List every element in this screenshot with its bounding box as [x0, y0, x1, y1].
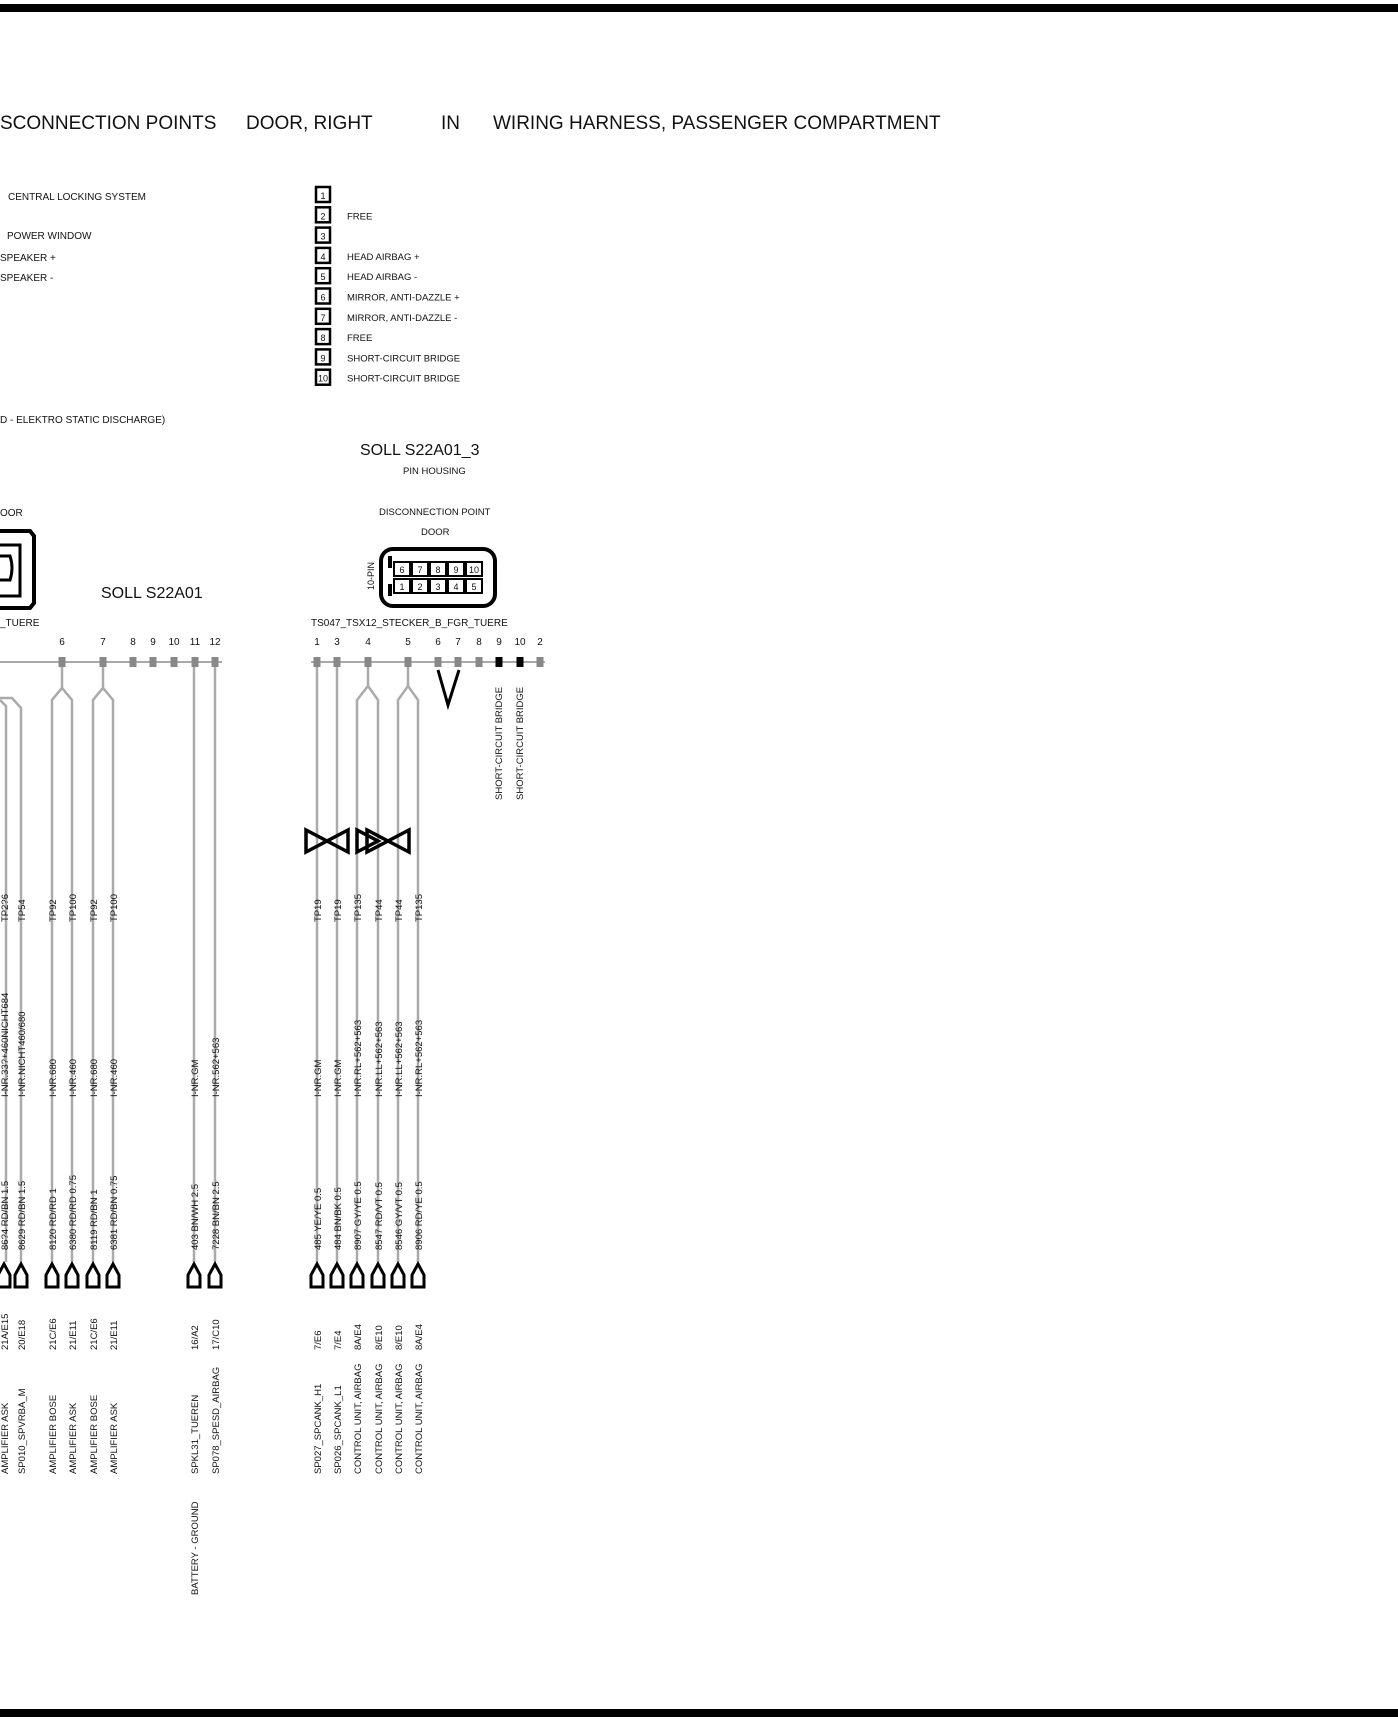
left-connector — [0, 508, 222, 667]
test-point-label: TP54 — [17, 899, 28, 922]
page-ref-label: 16/A2 — [190, 1325, 201, 1350]
pin-number: 6 — [435, 637, 441, 648]
pin-terminal — [59, 657, 66, 667]
title-part-1: SCONNECTION POINTS — [0, 113, 217, 134]
wire-terminal-icon — [46, 1264, 58, 1287]
pin-number: 3 — [334, 637, 340, 648]
page-ref-label: 21C/E6 — [89, 1318, 100, 1350]
title-part-2: DOOR, RIGHT — [246, 113, 373, 134]
pin-terminal — [496, 657, 503, 667]
pin-legend-label: FREE — [347, 211, 373, 223]
left-connector-code: _TUERE — [0, 618, 40, 629]
pin-legend-label: SHORT-CIRCUIT BRIDGE — [347, 353, 461, 365]
pin-terminal — [314, 657, 321, 667]
destination-label: AMPLIFIER ASK — [68, 1402, 79, 1474]
pin-count-label: 10-PIN — [366, 561, 376, 590]
right-connector-code: TS047_TSX12_STECKER_B_FGR_TUERE — [311, 618, 508, 629]
page-ref-label: 21C/E6 — [48, 1318, 59, 1350]
destination-label: AMPLIFIER ASK — [0, 1402, 11, 1474]
legend-esd-note: D - ELEKTRO STATIC DISCHARGE) — [0, 415, 166, 426]
right-pin-row — [311, 637, 545, 705]
pin-terminal — [212, 657, 219, 667]
page-ref-label: 21A/E15 — [0, 1313, 11, 1350]
face-pin-number: 5 — [471, 582, 477, 592]
left-pin-row — [0, 637, 222, 667]
face-pin-number: 9 — [453, 565, 459, 575]
pin-legend-label: HEAD AIRBAG - — [347, 272, 418, 284]
pin-number: 1 — [314, 637, 320, 648]
pin-legend-number: 7 — [320, 312, 326, 323]
page-ref-label: 8A/E4 — [414, 1324, 425, 1350]
pin-terminal — [100, 657, 107, 667]
twisted-pair-icon — [367, 830, 409, 852]
wire-code-label: 8120 RD/RD 1 — [48, 1188, 59, 1250]
pin-number: 12 — [209, 637, 221, 648]
wire-code-label: 6380 RD/RD 0.75 — [68, 1175, 79, 1250]
right-connector-name: SOLL S22A01_3 — [360, 442, 480, 459]
pin-legend-label: HEAD AIRBAG + — [347, 251, 420, 263]
page-title — [0, 113, 941, 134]
face-pin-number: 6 — [399, 565, 405, 575]
top-border — [0, 4, 1398, 12]
face-pin-number: 4 — [453, 582, 459, 592]
wire-code-label: 86?4 RD/BN 1.5 — [0, 1180, 11, 1250]
face-pin-number: 7 — [417, 565, 423, 575]
left-connector-face-icon — [0, 531, 34, 608]
wire-code-label: 6381 RD/BN 0.75 — [109, 1175, 120, 1250]
test-point-label: TP44 — [394, 899, 405, 922]
destination-label: SPKL31_TUEREN — [190, 1394, 201, 1474]
destination-label: SP078_SPESD_AIRBAG — [211, 1366, 222, 1474]
page-ref-label: 7/E4 — [333, 1330, 344, 1350]
pin-number: 9 — [496, 637, 502, 648]
wire-code-label: 8546 GY/VT 0.5 — [394, 1182, 405, 1250]
pin-legend-label: MIRROR, ANTI-DAZZLE - — [347, 312, 458, 324]
face-pin-number: 2 — [417, 582, 423, 592]
wire-terminal-icon — [66, 1264, 78, 1287]
pin-number: 9 — [150, 637, 156, 648]
pin-terminal — [150, 657, 157, 667]
test-point-label: TP135 — [353, 894, 364, 922]
inr-code-label: I-NR.562+563 — [211, 1037, 222, 1097]
right-connector — [311, 442, 545, 800]
bridge-label-10: SHORT-CIRCUIT BRIDGE — [515, 686, 526, 800]
destination-label-2: BATTERY - GROUND — [190, 1501, 201, 1595]
page-ref-label: 17/C10 — [211, 1319, 222, 1350]
pin-legend-number: 5 — [320, 272, 326, 283]
inr-code-label: I-NR.RL+562+563 — [414, 1019, 425, 1097]
page-ref-label: 20/E18 — [17, 1319, 28, 1350]
inr-code-label: I-NR.GM — [333, 1059, 344, 1097]
pin-legend-number: 6 — [320, 292, 326, 303]
pin-number: 5 — [405, 637, 411, 648]
destination-label: SP010_SPVRBA_M — [17, 1388, 28, 1474]
test-point-label: TP92 — [48, 899, 59, 922]
title-part-3: IN — [441, 113, 460, 134]
inr-code-label: I-NR.GM — [190, 1059, 201, 1097]
inr-code-label: I-NR.RL+562+563 — [353, 1019, 364, 1097]
wire-terminal-icon — [392, 1264, 404, 1287]
wire-terminal-icon — [87, 1264, 99, 1287]
page-ref-label: 8/E10 — [394, 1325, 405, 1350]
inr-code-label: I-NR.460 — [68, 1058, 79, 1097]
wire-terminal-icon — [107, 1264, 119, 1287]
wire-branch — [93, 688, 113, 710]
wire-terminal-icon — [188, 1264, 200, 1287]
wire-terminal-icon — [0, 1264, 10, 1287]
loop-mark — [438, 670, 459, 705]
pin-terminal — [365, 657, 372, 667]
wire-terminal-icon — [209, 1264, 221, 1287]
face-pin-number: 1 — [399, 582, 405, 592]
destination-label: CONTROL UNIT, AIRBAG — [353, 1363, 364, 1474]
wire-code-label: 485 YE/YE 0.5 — [313, 1187, 324, 1250]
pin-terminal — [435, 657, 442, 667]
pin-legend — [316, 187, 460, 385]
pin-legend-number: 10 — [317, 373, 329, 384]
pin-terminal — [192, 657, 199, 667]
wire-group — [0, 667, 425, 1595]
pin-legend-number: 4 — [320, 251, 326, 262]
pin-terminal — [537, 657, 544, 667]
bridge-label-9: SHORT-CIRCUIT BRIDGE — [494, 686, 505, 800]
disconnection-point-sub: DOOR — [421, 527, 450, 538]
pin-number: 10 — [168, 637, 180, 648]
left-connector-name: SOLL S22A01 — [101, 585, 203, 602]
pin-legend-label: FREE — [347, 333, 373, 345]
wire-code-label: 8547 RD/VT 0.5 — [374, 1182, 385, 1250]
test-point-label: TP92 — [89, 899, 100, 922]
pin-legend-number: 8 — [320, 333, 326, 344]
destination-label: AMPLIFIER ASK — [109, 1402, 120, 1474]
page-ref-label: 21/E11 — [109, 1320, 120, 1350]
pin-legend-number: 9 — [320, 353, 326, 364]
destination-label: SP026_SPCANK_L1 — [333, 1385, 344, 1474]
wire-terminal-icon — [351, 1264, 363, 1287]
wire-code-label: 8629 RD/BN 1.5 — [17, 1180, 28, 1250]
pin-terminal — [476, 657, 483, 667]
face-pin-number: 10 — [468, 565, 480, 575]
pin-number: 4 — [365, 637, 371, 648]
page-ref-label: 8A/E4 — [353, 1324, 364, 1350]
face-pin-number: 3 — [435, 582, 441, 592]
connector-face-icon — [381, 549, 495, 606]
destination-label: CONTROL UNIT, AIRBAG — [414, 1363, 425, 1474]
pin-housing-label: PIN HOUSING — [403, 466, 466, 477]
twisted-pair-icon — [306, 830, 348, 852]
inr-code-label: I-NR.LL+562+563 — [394, 1021, 405, 1097]
wire-branch — [52, 688, 72, 710]
page-ref-label: 21/E11 — [68, 1320, 79, 1350]
inr-code-label: I-NR.33?+460NICHT684 — [0, 992, 11, 1097]
pin-terminal — [405, 657, 412, 667]
pin-number: 8 — [476, 637, 482, 648]
legend-power-window: POWER WINDOW — [7, 231, 92, 242]
pin-terminal — [517, 657, 524, 667]
inr-code-label: I-NR.NICHT460/680 — [17, 1011, 28, 1097]
pin-legend-number: 1 — [320, 191, 326, 201]
pin-legend-label: SHORT-CIRCUIT BRIDGE — [347, 373, 461, 385]
pin-number: 10 — [514, 637, 526, 648]
test-point-label: TP2?6 — [0, 894, 11, 922]
page-ref-label: 8/E10 — [374, 1325, 385, 1350]
pin-legend-label: MIRROR, ANTI-DAZZLE + — [347, 292, 460, 304]
destination-label: AMPLIFIER BOSE — [89, 1394, 100, 1474]
pin-legend-number: 2 — [320, 211, 326, 222]
pin-number: 7 — [100, 637, 106, 648]
wire-code-label: 8907 GY/YE 0.5 — [353, 1181, 364, 1250]
inr-code-label: I-NR.LL+562+563 — [374, 1021, 385, 1097]
inr-code-label: I-NR.680 — [48, 1058, 59, 1097]
inr-code-label: I-NR.460 — [109, 1058, 120, 1097]
pin-terminal — [130, 657, 137, 667]
test-point-label: TP100 — [68, 894, 79, 922]
wire-code-label: 8906 RD/YE 0.5 — [414, 1181, 425, 1250]
pin-terminal — [334, 657, 341, 667]
pin-terminal — [455, 657, 462, 667]
pin-number: 6 — [59, 637, 65, 648]
test-point-label: TP19 — [313, 899, 324, 922]
title-part-4: WIRING HARNESS, PASSENGER COMPARTMENT — [493, 113, 941, 134]
test-point-label: TP100 — [109, 894, 120, 922]
legend-speaker-plus: SPEAKER + — [0, 253, 56, 264]
wire-terminal-icon — [15, 1264, 27, 1287]
wire-code-label: 484 BN/BK 0.5 — [333, 1187, 344, 1250]
wire-code-label: 7228 BN/BN 2.5 — [211, 1181, 222, 1250]
test-point-label: TP44 — [374, 899, 385, 922]
wire-terminal-icon — [331, 1264, 343, 1287]
wire-branch — [398, 686, 418, 710]
destination-label: AMPLIFIER BOSE — [48, 1394, 59, 1474]
wire-branch — [0, 700, 6, 720]
left-legend — [0, 192, 165, 426]
inr-code-label: I-NR.GM — [313, 1059, 324, 1097]
bottom-border — [0, 1709, 1398, 1717]
pin-terminal — [171, 657, 178, 667]
destination-label: SP027_SPCANK_H1 — [313, 1383, 324, 1474]
test-point-label: TP19 — [333, 899, 344, 922]
wire-code-label: 8119 RD/BN 1 — [89, 1189, 100, 1250]
pin-number: 7 — [455, 637, 461, 648]
pin-number: 11 — [189, 637, 201, 648]
wire-branch — [0, 698, 21, 720]
wire-terminal-icon — [412, 1264, 424, 1287]
left-door-label: OOR — [0, 508, 23, 519]
wire-branch — [357, 686, 378, 710]
test-point-label: TP135 — [414, 894, 425, 922]
face-pin-number: 8 — [435, 565, 441, 575]
wire-code-label: 403 BN/WH 2.5 — [190, 1184, 201, 1250]
legend-speaker-minus: SPEAKER - — [0, 273, 54, 284]
destination-label: CONTROL UNIT, AIRBAG — [394, 1363, 405, 1474]
inr-code-label: I-NR.680 — [89, 1058, 100, 1097]
disconnection-point-label: DISCONNECTION POINT — [379, 507, 491, 518]
wire-terminal-icon — [372, 1264, 384, 1287]
destination-label: CONTROL UNIT, AIRBAG — [374, 1363, 385, 1474]
pin-number: 2 — [537, 637, 543, 648]
pin-legend-number: 3 — [320, 231, 326, 242]
pin-number: 8 — [130, 637, 136, 648]
wire-terminal-icon — [311, 1264, 323, 1287]
legend-central-locking: CENTRAL LOCKING SYSTEM — [8, 192, 146, 203]
page-ref-label: 7/E6 — [313, 1330, 324, 1350]
